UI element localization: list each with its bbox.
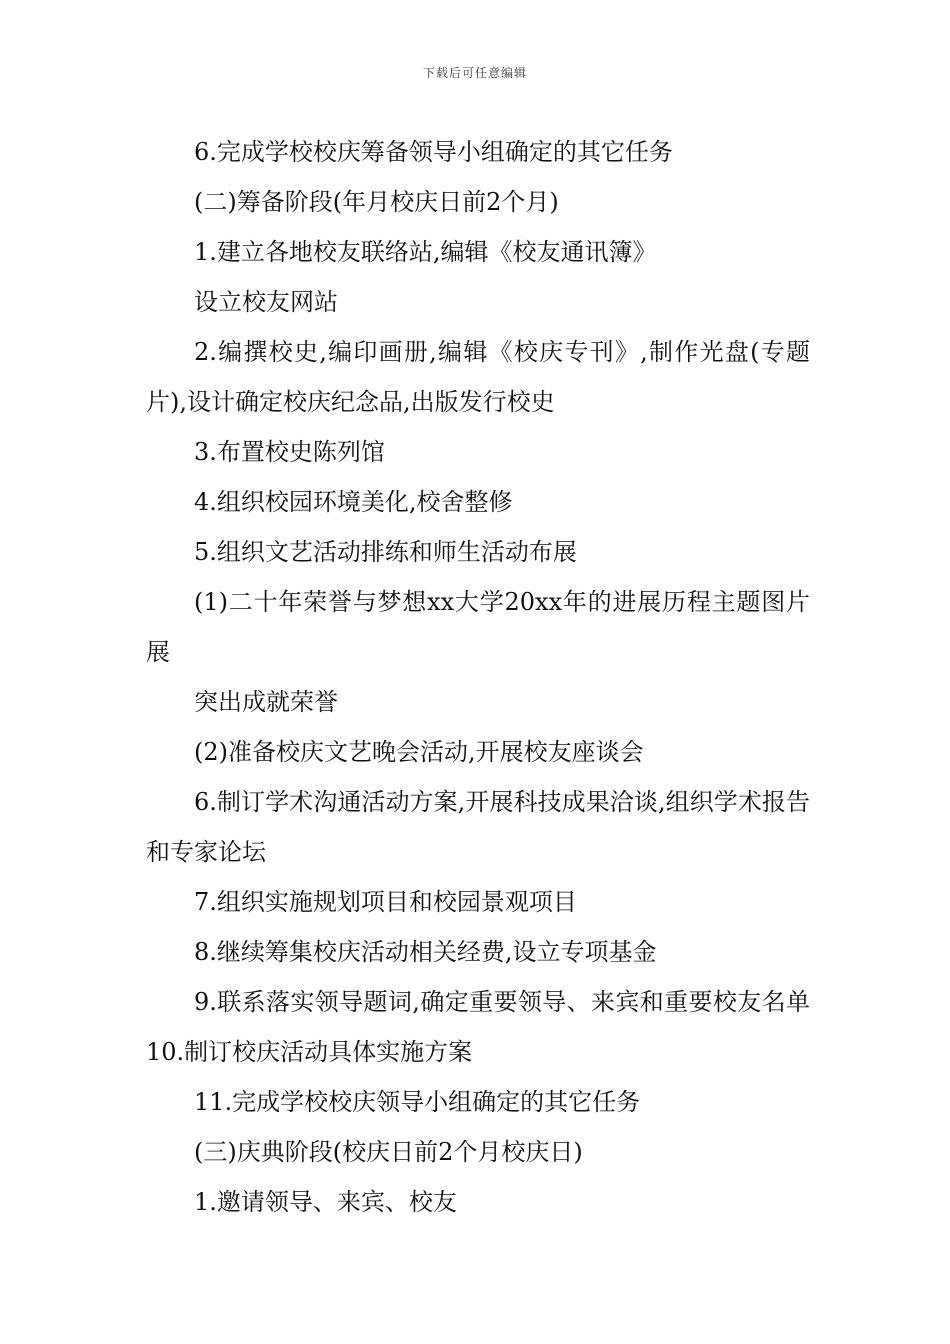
paragraph: 9.联系落实领导题词,确定重要领导、来宾和重要校友名单10.制订校庆活动具体实施方案 <box>146 988 810 1066</box>
paragraph: (1)二十年荣誉与梦想xx大学20xx年的进展历程主题图片展 <box>146 588 810 666</box>
paragraph: 突出成就荣誉 <box>194 688 338 716</box>
paragraph: (2)准备校庆文艺晚会活动,开展校友座谈会 <box>194 738 644 766</box>
document-body <box>146 127 810 1227</box>
paragraph: 1.建立各地校友联络站,编辑《校友通讯簿》 <box>194 238 657 266</box>
paragraph: 7.组织实施规划项目和校园景观项目 <box>194 888 577 916</box>
paragraph: 11.完成学校校庆领导小组确定的其它任务 <box>194 1088 641 1116</box>
section-heading: (二)筹备阶段(年月校庆日前2个月) <box>194 188 559 216</box>
paragraph: 5.组织文艺活动排练和师生活动布展 <box>194 538 577 566</box>
paragraph: 设立校友网站 <box>194 288 338 316</box>
paragraph: 3.布置校史陈列馆 <box>194 438 385 466</box>
section-heading: (三)庆典阶段(校庆日前2个月校庆日) <box>194 1138 583 1166</box>
paragraph: 2.编撰校史,编印画册,编辑《校庆专刊》,制作光盘(专题片),设计确定校庆纪念品,出版发行校史 <box>146 338 810 416</box>
paragraph: 6.制订学术沟通活动方案,开展科技成果洽谈,组织学术报告和专家论坛 <box>146 788 810 866</box>
paragraph: 4.组织校园环境美化,校舍整修 <box>194 488 513 516</box>
paragraph: 1.邀请领导、来宾、校友 <box>194 1188 457 1216</box>
paragraph: 8.继续筹集校庆活动相关经费,设立专项基金 <box>194 938 657 966</box>
paragraph: 6.完成学校校庆筹备领导小组确定的其它任务 <box>194 138 673 166</box>
page-header: 下载后可任意编辑 <box>422 66 527 80</box>
